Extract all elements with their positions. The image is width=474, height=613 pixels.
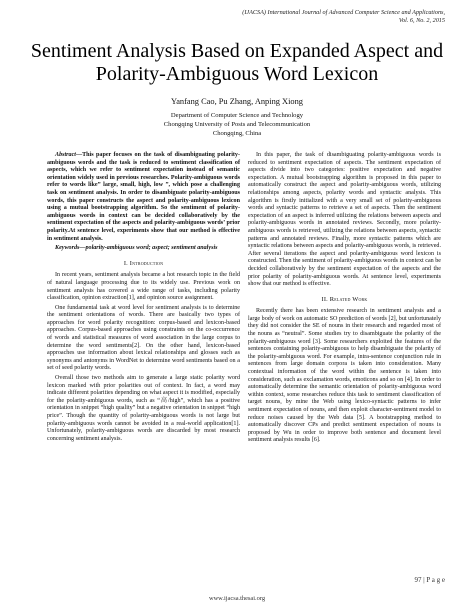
affiliation-department: Department of Computer Science and Technology <box>170 112 304 119</box>
section-number: II. <box>321 295 328 303</box>
abstract-text: —This paper focuses on the task of disambiguating polarity-ambiguous words and the task is reduced to sentiment classification of aspects, which we refer to sentiment expectation instead of semantic orientation widely used in previous researches. Polarity-ambiguous words refer to words like” large, small, high, low ”, which pose a challenging task on sentiment analysis. In order to disambiguate polarity-ambiguous words, this paper constructs the aspect and polarity-ambiguous lexicon using a mutual bootstrapping algorithm. So the sentiment of polarity-ambiguous words in context can be decided collaboratively by the sentiment expectation of the aspects and polarity-ambiguous words’ prior polarity.At sentence level, experiments show that our method is effective in sentiment analysis. <box>47 152 240 242</box>
journal-name: (IJACSA) International Journal of Advanced Computer Science and Applications, <box>242 9 445 16</box>
right-column <box>248 152 441 447</box>
left-column <box>47 152 240 445</box>
title-line-2: Polarity-Ambiguous Word Lexicon <box>95 63 379 85</box>
intro-paragraph-2: One fundamental task at word level for sentiment analysis is to determine the sentiment orientations of words. There are basically two types of approaches for word polarity recognition: corpus-based and lexicon-based approaches. Corpus-based approaches using constraints on the co-occurrence of words and statistical measures of word association in the large corpus to determine the word sentiments[2]. On the other hand, lexicon-based approaches use information about lexical relationships and glosses such as synonyms and antonyms in WordNet to determine word sentiments based on a set of seed polarity words. <box>47 304 240 372</box>
intro-paragraph-4: In this paper, the task of disambiguating polarity-ambiguous words is reduced to sentiment expectation of aspects. The sentiment expectation of aspects divide into two categories: positive expectation and negative expectation. A mutual bootstrapping algorithm is proposed in this paper to automatically construct the aspect and polarity-ambiguous words, utilizing relationships among aspects, polarity words and syntactic analysis. This algorithm is firstly initialized with a very small set of polarity-ambiguous words and syntactic patterns to retrieve a set of aspects. Then the sentiment expectation of an aspect is inferred utilizing the relations between aspects and polarity-ambiguous words in annotated reviews. Secondly, more polarity-ambiguous words is retrieved, utilizing the relations between aspects, syntactic patterns and annotated reviews. Finally, more syntactic patterns which are syntactic relations between aspects and polarity-ambiguous words, is retrieved. After several iterations the aspect and polarity-ambiguous word lexicon is constructed. Then the sentiment of polarity-ambiguous words in context can be decided collaboratively by the sentiment expectation of the aspects and the prior polarity of polarity-ambiguous words. At sentence level, experiments show that our method is effective. <box>248 152 441 288</box>
abstract <box>47 152 240 243</box>
affiliation <box>20 111 454 138</box>
section-title: Introduction <box>129 259 164 267</box>
section-heading-introduction <box>47 260 240 268</box>
intro-paragraph-3: Overall those two methods aim to generate a large static polarity word lexicon marked with prior polarities out of context. In fact, a word may indicate different polarities depending on what aspect it is modified, especially for the polarity-ambiguous words, such as “高/high”, which has a positive orientation in snippet “high quality” but a negative orientation in snippet “high price”. Though the quantity of polarity-ambiguous words is not large but polarity-ambiguous words cannot be avoided in a real-world application[1]. Unfortunately, polarity-ambiguous words are discarded by most research concerning sentiment analysis. <box>47 375 240 442</box>
running-header <box>145 9 445 25</box>
related-work-paragraph: Recently there has been extensive research in sentiment analysis and a large body of work on automatic SO prediction of words [2], but unfortunately they did not consider the SE of nouns in their research and regarded most of the nouns as “neutral”. Some studies try to disambiguate the polarity of the polarity-ambiguous word [3]. Some researchers exploited the features of the sentences containing polarity-ambiguous to help disambiguate the polarity of the polarity-ambiguous word. For example, intra-sentence conjunction rule in sentences from large domain corpora is taken into consideration. Many contextual information of the word within the sentence is taken into consideration, such as exclamation words, emoticons and so on [4]. In order to automatically determine the semantic orientation of polarity-ambiguous word within context, some researches reduce this task to sentiment classification of target nouns, by mine the Web using lexico-syntactic patterns to infer sentiment expectation of nouns, and then exploit character-sentiment model to reduce noises caused by the Web data [5]. A bootstrapping method to automatically discover CPs and predict sentiment expectation of nouns is proposed by Wu in order to improve both sentence and document level sentiment analysis results [6]. <box>248 308 441 444</box>
keywords <box>47 245 240 253</box>
keywords-label: Keywords— <box>55 245 86 252</box>
section-number: I. <box>123 259 128 267</box>
paper-title <box>20 40 454 86</box>
page-number: 97 | P a g e <box>414 576 445 584</box>
abstract-label: Abstract <box>55 152 76 158</box>
journal-volume: Vol. 6, No. 2, 2015 <box>398 17 445 24</box>
journal-url: www.ijacsa.thesai.org <box>208 595 266 602</box>
affiliation-location: Chongqing, China <box>212 130 262 137</box>
author-list: Yanfang Cao, Pu Zhang, Anping Xiong <box>171 97 303 106</box>
affiliation-university: Chongqing University of Posts and Telecommunication <box>163 121 311 128</box>
section-title: Related Work <box>329 295 368 303</box>
section-heading-related-work <box>248 296 441 304</box>
intro-paragraph-1: In recent years, sentiment analysis became a hot research topic in the field of natural language processing due to its widely use. Previous work on sentiment analysis has covered a wide range of tasks, including polarity classification, opinion extraction[1], and opinion source assignment. <box>47 272 240 302</box>
title-line-1: Sentiment Analysis Based on Expanded Aspect and <box>30 40 444 62</box>
keywords-text: polarity-ambiguous word; aspect; sentiment analysis <box>85 245 218 252</box>
